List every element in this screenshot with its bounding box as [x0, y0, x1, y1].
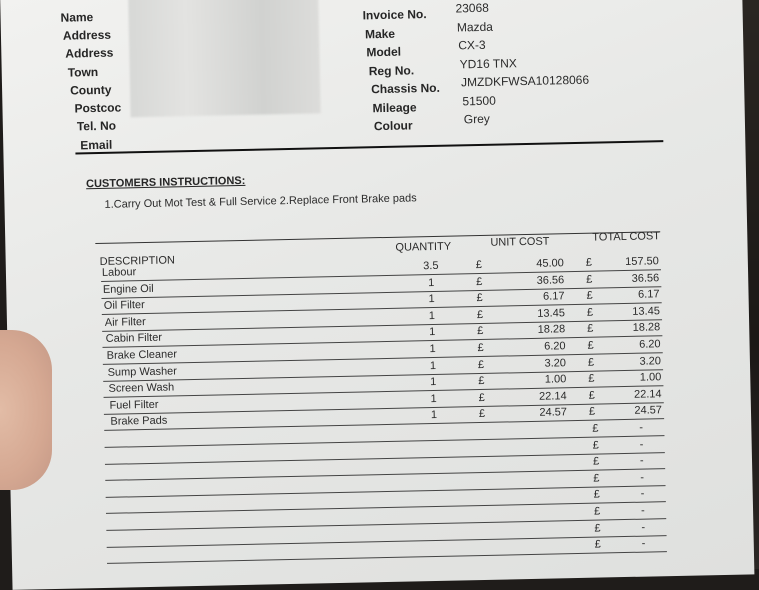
- item-quantity: 1: [429, 342, 436, 356]
- item-description: Brake Cleaner: [106, 348, 178, 362]
- total-currency: £: [585, 256, 593, 269]
- empty-total: -: [639, 454, 644, 467]
- label-make: Make: [364, 26, 396, 42]
- item-unit-cost: 18.28: [537, 323, 566, 336]
- holding-thumb: [0, 330, 52, 490]
- label-date: [370, 0, 396, 1]
- total-currency: £: [586, 306, 594, 319]
- item-total-cost: 22.14: [633, 388, 662, 401]
- value-model: CX-3: [458, 37, 486, 53]
- item-unit-cost: 24.57: [539, 406, 568, 419]
- table-row-rule: [101, 286, 661, 299]
- total-currency: £: [588, 405, 596, 418]
- total-currency: £: [592, 455, 600, 468]
- total-currency: £: [593, 505, 601, 518]
- total-currency: £: [587, 339, 594, 352]
- table-row-rule: [105, 468, 665, 481]
- empty-total: -: [639, 438, 644, 451]
- item-description: Engine Oil: [102, 282, 154, 296]
- item-total-cost: 6.17: [637, 288, 660, 301]
- table-row-rule: [104, 385, 664, 398]
- value-mileage: 51500: [462, 93, 496, 109]
- total-currency: £: [588, 372, 595, 385]
- table-row-rule: [103, 369, 663, 382]
- item-quantity: 1: [429, 325, 436, 339]
- item-unit-cost: 36.56: [536, 274, 565, 287]
- item-unit-cost: 6.20: [544, 340, 566, 353]
- table-row-rule: [103, 352, 663, 365]
- table-row-rule: [106, 518, 666, 531]
- col-header-total-cost: TOTAL COST: [592, 230, 661, 244]
- value-chassis-no: JMZDKFWSA10128066: [460, 72, 590, 90]
- value-invoice-no: 23068: [455, 0, 490, 16]
- label-postcode: Postcoc: [74, 100, 122, 116]
- total-currency: £: [587, 356, 595, 369]
- table-top-rule: [95, 231, 660, 244]
- unit-currency: £: [477, 341, 484, 355]
- item-description: Fuel Filter: [109, 398, 159, 412]
- total-currency: £: [594, 522, 601, 535]
- table-row-rule: [107, 535, 667, 548]
- empty-total: -: [640, 471, 645, 484]
- total-currency: £: [588, 389, 595, 402]
- item-total-cost: 24.57: [634, 404, 663, 417]
- item-total-cost: 157.50: [625, 255, 659, 268]
- redacted-customer-details: [128, 0, 321, 117]
- table-row-rule: [104, 418, 664, 431]
- total-currency: £: [586, 289, 593, 302]
- empty-total: -: [640, 504, 645, 517]
- unit-currency: £: [476, 291, 483, 305]
- item-description: Cabin Filter: [105, 331, 163, 345]
- table-row-rule: [105, 452, 665, 465]
- item-total-cost: 6.20: [639, 338, 661, 351]
- item-quantity: 1: [430, 408, 438, 422]
- item-description: Screen Wash: [108, 381, 175, 395]
- unit-currency: £: [476, 275, 483, 289]
- unit-currency: £: [478, 391, 485, 405]
- item-quantity: 1: [428, 309, 436, 323]
- item-description: Brake Pads: [110, 414, 168, 428]
- total-currency: £: [592, 422, 599, 435]
- item-unit-cost: 1.00: [544, 373, 567, 386]
- item-description: Air Filter: [104, 316, 146, 329]
- total-currency: £: [593, 488, 600, 501]
- table-row-rule: [107, 551, 667, 564]
- item-quantity: 1: [429, 359, 437, 373]
- total-currency: £: [586, 273, 593, 286]
- total-currency: £: [592, 439, 599, 452]
- table-row-rule: [105, 435, 665, 448]
- value-colour: Grey: [463, 111, 490, 127]
- unit-currency: £: [475, 258, 483, 272]
- item-total-cost: 3.20: [639, 355, 662, 368]
- item-unit-cost: 45.00: [536, 257, 564, 270]
- item-unit-cost: 3.20: [544, 357, 567, 370]
- item-quantity: 1: [428, 276, 435, 290]
- item-total-cost: 13.45: [632, 305, 660, 318]
- item-quantity: 1: [430, 375, 437, 389]
- col-header-unit-cost: UNIT COST: [490, 235, 550, 249]
- label-reg-no: Reg No.: [368, 63, 415, 79]
- total-currency: £: [587, 322, 594, 335]
- item-unit-cost: 22.14: [538, 390, 567, 403]
- item-unit-cost: 13.45: [537, 307, 566, 320]
- empty-total: -: [641, 521, 646, 534]
- empty-total: -: [640, 487, 645, 500]
- label-invoice-no: Invoice No.: [362, 7, 427, 23]
- label-address-2: Address: [65, 45, 114, 61]
- unit-currency: £: [477, 358, 485, 372]
- item-total-cost: 1.00: [639, 371, 662, 384]
- label-email: Email: [80, 137, 113, 153]
- table-row-rule: [106, 485, 666, 498]
- label-chassis-no: Chassis No.: [371, 80, 440, 97]
- item-quantity: 1: [430, 392, 437, 406]
- col-header-quantity: QUANTITY: [395, 240, 452, 254]
- item-description: Oil Filter: [103, 299, 145, 312]
- instructions-title: CUSTOMERS INSTRUCTIONS:: [85, 174, 246, 191]
- header-divider: [75, 137, 663, 154]
- table-row-rule: [104, 402, 664, 415]
- item-total-cost: 18.28: [632, 321, 661, 334]
- item-quantity: 3.5: [423, 259, 439, 273]
- unit-currency: £: [477, 324, 484, 338]
- label-county: County: [69, 82, 112, 98]
- table-row-rule: [101, 269, 661, 282]
- label-town: Town: [67, 64, 99, 80]
- item-quantity: 1: [428, 292, 435, 306]
- table-row-rule: [102, 335, 662, 348]
- instructions-text: 1.Carry Out Mot Test & Full Service 2.Replace Front Brake pads: [104, 192, 417, 211]
- label-colour: Colour: [373, 118, 413, 134]
- total-currency: £: [593, 472, 600, 485]
- label-model: Model: [366, 44, 402, 60]
- unit-currency: £: [476, 308, 484, 322]
- item-description: Labour: [101, 266, 137, 279]
- table-row-rule: [102, 319, 662, 332]
- empty-total: -: [641, 537, 646, 550]
- label-name: Name: [60, 10, 94, 25]
- label-address-1: Address: [62, 27, 112, 43]
- item-total-cost: 36.56: [631, 272, 660, 285]
- value-make: Mazda: [456, 19, 494, 35]
- label-mileage: Mileage: [372, 100, 417, 116]
- item-description: Sump Washer: [107, 365, 178, 379]
- total-currency: £: [594, 538, 601, 551]
- item-unit-cost: 6.17: [542, 290, 565, 303]
- empty-total: -: [639, 421, 644, 434]
- value-reg-no: YD16 TNX: [459, 56, 517, 72]
- table-row-rule: [106, 501, 666, 514]
- unit-currency: £: [478, 407, 486, 421]
- table-row-rule: [102, 302, 662, 315]
- col-header-description: DESCRIPTION: [99, 254, 176, 268]
- label-tel: Tel. No: [76, 118, 117, 134]
- unit-currency: £: [478, 374, 485, 388]
